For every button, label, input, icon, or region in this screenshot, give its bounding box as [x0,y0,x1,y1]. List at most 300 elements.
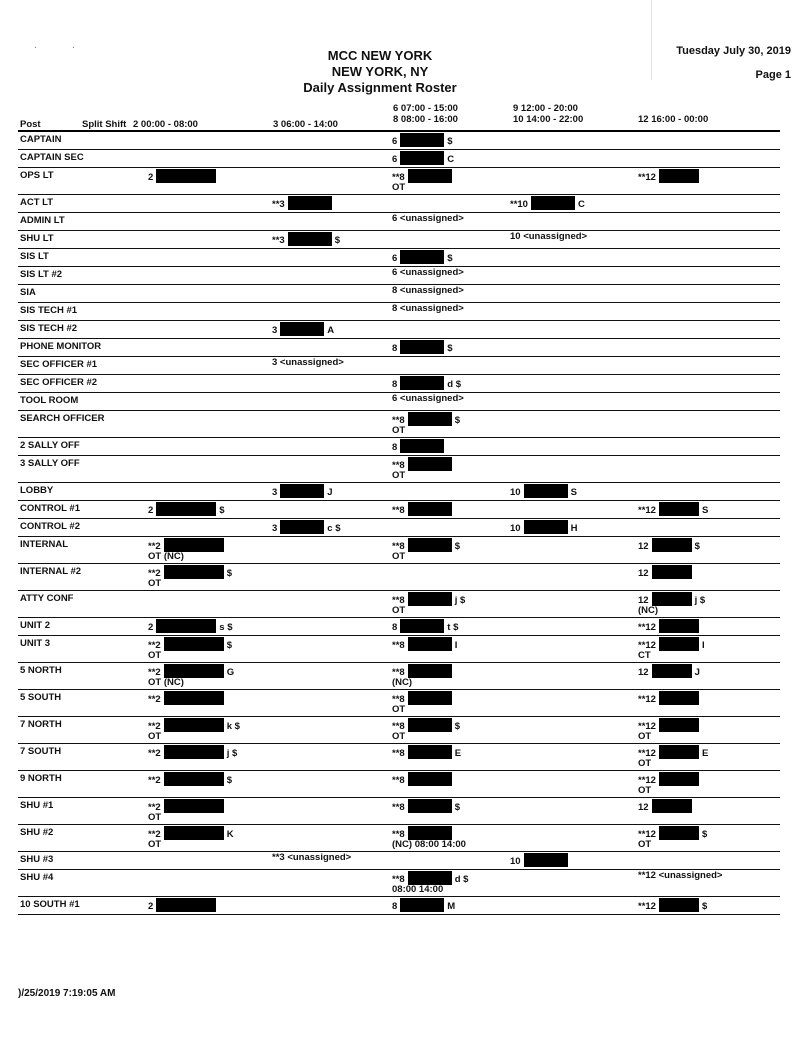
post-name: 5 NORTH [20,665,62,676]
redaction-bar [280,520,324,534]
post-name: SEC OFFICER #1 [20,359,98,370]
shift-code: **12 [638,829,656,840]
shift-code: **8 [392,748,405,759]
assignment-cell [638,637,705,661]
roster-row [18,519,780,537]
assignment-cell [272,853,351,863]
shift-code: **8 [392,415,405,426]
assignment-cell [638,565,695,579]
roster-row [18,339,780,357]
assignment-cell [638,745,708,769]
assignment-cell [392,637,457,651]
redaction-bar [659,691,699,705]
col-shift-9: 9 12:00 - 20:00 [513,103,578,114]
assignment-note: OT [392,182,406,193]
assignment-cell [392,619,458,633]
roster-row [18,132,780,150]
post-name: 2 SALLY OFF [20,440,80,451]
redaction-bar [400,619,444,633]
redaction-bar [400,340,444,354]
redaction-bar [408,637,452,651]
assignment-cell [392,394,464,404]
assignment-cell [148,799,227,823]
assignment-cell [392,250,453,264]
assignment-cell [392,268,464,278]
shift-code: **12 [638,775,656,786]
post-name: ATTY CONF [20,593,74,604]
shift-code: 10 [510,856,521,867]
redaction-bar [400,151,444,165]
assignment-note: CT [638,650,651,661]
redaction-bar [652,592,692,606]
shift-code: **2 [148,802,161,813]
col-shift-8: 8 08:00 - 16:00 [393,114,458,125]
post-name: SEARCH OFFICER [20,413,105,424]
scan-mark: . [34,40,37,51]
shift-code: **10 [510,199,528,210]
assignment-cell [510,196,585,210]
redaction-bar [659,169,699,183]
assignment-cell [392,799,460,813]
post-name: SIS TECH #1 [20,305,78,316]
roster-row [18,825,780,852]
post-name: INTERNAL [20,539,69,550]
shift-code: 8 <unassigned> [392,285,464,296]
assignment-flag: J [694,667,700,678]
assignment-cell [392,772,455,786]
assignment-note: OT [148,839,162,850]
redaction-bar [408,871,452,885]
redaction-bar [524,853,568,867]
assignment-note: OT [638,839,652,850]
assignment-cell [638,826,707,850]
assignment-cell [638,718,702,742]
assignment-note: OT [392,470,406,481]
shift-code: **12 [638,172,656,183]
assignment-flag: t $ [447,622,459,633]
shift-code: **8 [392,775,405,786]
assignment-cell [392,286,464,296]
shift-code: **12 <unassigned> [638,870,723,881]
post-name: 10 SOUTH #1 [20,899,80,910]
redaction-bar [400,376,444,390]
assignment-cell [392,412,460,436]
shift-code: 6 <unassigned> [392,267,464,278]
assignment-flag: G [226,667,235,678]
assignment-cell [392,502,455,516]
scan-mark: . [72,40,75,51]
shift-code: 10 [510,487,521,498]
shift-code: 8 [392,901,398,912]
assignment-cell [392,457,455,481]
shift-code: 6 [392,253,398,264]
assignment-flag: $ [334,235,340,246]
shift-code: **8 [392,829,405,840]
shift-code: **8 [392,667,405,678]
post-name: UNIT 2 [20,620,51,631]
shift-code: **8 [392,541,405,552]
column-headers [20,104,780,130]
shift-code: **12 [638,721,656,732]
assignment-flag: $ [447,136,453,147]
shift-code: **2 [148,775,161,786]
shift-code: 3 [272,487,278,498]
assignment-cell [392,169,455,193]
shift-code: 6 [392,136,398,147]
assignment-note: OT [392,551,406,562]
shift-code: **8 [392,802,405,813]
col-shift-10: 10 14:00 - 22:00 [513,114,584,125]
assignment-cell [148,619,233,633]
col-shift-2: 2 00:00 - 08:00 [133,119,198,130]
post-name: CONTROL #1 [20,503,81,514]
redaction-bar [659,745,699,759]
assignment-flag: $ [219,505,225,516]
redaction-bar [652,799,692,813]
shift-code: 10 [510,523,521,534]
assignment-cell [638,691,702,705]
post-name: TOOL ROOM [20,395,79,406]
assignment-cell [638,898,707,912]
assignment-flag: I [454,640,458,651]
assignment-cell [392,133,453,147]
redaction-bar [164,799,224,813]
assignment-cell [148,565,232,589]
assignment-cell [638,502,708,516]
shift-code: **12 [638,748,656,759]
assignment-note: (NC) [392,677,413,688]
redaction-bar [156,169,216,183]
assignment-cell [510,853,571,867]
roster-row [18,717,780,744]
redaction-bar [659,826,699,840]
assignment-flag: $ [454,721,460,732]
redaction-bar [408,457,452,471]
shift-code: **3 [272,235,285,246]
assignment-flag: $ [226,568,232,579]
post-name: SIA [20,287,36,298]
redaction-bar [524,484,568,498]
roster-row [18,591,780,618]
roster-row [18,564,780,591]
shift-code: **12 [638,901,656,912]
assignment-note: OT [638,758,652,769]
roster-row [18,411,780,438]
assignment-note: OT [638,731,652,742]
shift-code: 3 [272,523,278,534]
post-name: INTERNAL #2 [20,566,82,577]
post-name: 3 SALLY OFF [20,458,80,469]
shift-code: **8 [392,640,405,651]
org-location: NEW YORK, NY [331,64,429,79]
redaction-bar [156,619,216,633]
col-split-shift: Split Shift [82,119,127,130]
redaction-bar [164,691,224,705]
print-timestamp: )/25/2019 7:19:05 AM [18,988,116,999]
post-name: ACT LT [20,197,54,208]
assignment-flag: $ [454,541,460,552]
assignment-note: OT [148,731,162,742]
post-name: SHU #2 [20,827,54,838]
assignment-flag: S [570,487,577,498]
assignment-flag: c $ [327,523,341,534]
roster-row [18,438,780,456]
post-name: OPS LT [20,170,54,181]
redaction-bar [408,412,452,426]
date-block [676,44,791,82]
shift-code: 8 [392,622,398,633]
assignment-cell [272,484,333,498]
col-post: Post [20,119,41,130]
assignment-flag: j $ [226,748,238,759]
roster-row [18,249,780,267]
assignment-note: OT [148,578,162,589]
assignment-cell [638,592,705,616]
assignment-cell [148,502,225,516]
roster-table [18,132,780,915]
assignment-cell [392,304,464,314]
assignment-cell [638,538,700,552]
assignment-cell [272,196,335,210]
roster-row [18,537,780,564]
assignment-note: OT [392,731,406,742]
roster-row [18,870,780,897]
redaction-bar [652,538,692,552]
roster-row [18,375,780,393]
shift-code: 12 [638,568,649,579]
post-name: ADMIN LT [20,215,65,226]
shift-code: **12 [638,640,656,651]
assignment-flag: $ [454,802,460,813]
redaction-bar [164,637,224,651]
roster-row [18,303,780,321]
assignment-cell [392,376,461,390]
shift-code: 2 [148,901,154,912]
redaction-bar [288,232,332,246]
redaction-bar [524,520,568,534]
roster-row [18,897,780,915]
roster-row [18,195,780,213]
shift-code: **8 [392,874,405,885]
assignment-cell [638,169,702,183]
redaction-bar [531,196,575,210]
assignment-flag: s $ [219,622,233,633]
assignment-cell [638,619,702,633]
redaction-bar [164,538,224,552]
post-name: SIS TECH #2 [20,323,78,334]
shift-code: 3 <unassigned> [272,357,344,368]
assignment-cell [510,484,577,498]
assignment-note: (NC) [638,605,659,616]
post-name: SIS LT #2 [20,269,63,280]
post-name: SEC OFFICER #2 [20,377,98,388]
redaction-bar [408,664,452,678]
assignment-flag: H [570,523,578,534]
assignment-flag: I [701,640,705,651]
assignment-cell [148,664,234,688]
assignment-flag: M [447,901,456,912]
redaction-bar [659,772,699,786]
post-name: PHONE MONITOR [20,341,102,352]
roster-row [18,213,780,231]
redaction-bar [156,502,216,516]
redaction-bar [400,439,444,453]
redaction-bar [156,898,216,912]
roster-row [18,285,780,303]
redaction-bar [400,133,444,147]
post-name: SHU #1 [20,800,54,811]
redaction-bar [659,718,699,732]
shift-code: 8 [392,379,398,390]
shift-code: 10 <unassigned> [510,231,588,242]
assignment-note: OT [392,704,406,715]
roster-row [18,852,780,870]
assignment-cell [510,520,577,534]
document-title: Daily Assignment Roster [303,80,457,95]
shift-code: 2 [148,172,154,183]
assignment-cell [148,718,240,742]
assignment-cell [148,538,227,562]
redaction-bar [659,898,699,912]
assignment-cell [510,232,587,242]
shift-code: **2 [148,541,161,552]
assignment-cell [392,691,455,715]
assignment-cell [392,538,460,562]
col-shift-12: 12 16:00 - 00:00 [638,114,709,125]
redaction-bar [164,826,224,840]
redaction-bar [659,502,699,516]
roster-row [18,771,780,798]
assignment-cell [392,340,453,354]
shift-code: 6 <unassigned> [392,393,464,404]
shift-code: 12 [638,667,649,678]
assignment-note: OT [638,785,652,796]
assignment-flag: S [701,505,709,516]
assignment-cell [392,151,454,165]
redaction-bar [400,898,444,912]
shift-code: 3 [272,325,278,336]
shift-code: **2 [148,829,161,840]
assignment-note: 08:00 14:00 [392,884,444,895]
roster-row [18,483,780,501]
post-name: 5 SOUTH [20,692,62,703]
redaction-bar [164,745,224,759]
roster-row [18,663,780,690]
shift-code: **8 [392,721,405,732]
roster-row [18,636,780,663]
assignment-cell [638,772,702,796]
assignment-cell [392,826,466,850]
redaction-bar [659,619,699,633]
post-name: SHU LT [20,233,54,244]
redaction-bar [408,826,452,840]
assignment-flag: A [327,325,335,336]
org-name: MCC NEW YORK [327,48,433,63]
assignment-cell [392,664,455,688]
redaction-bar [408,691,452,705]
shift-code: **12 [638,694,656,705]
redaction-bar [164,565,224,579]
assignment-flag: j $ [694,595,706,606]
shift-code: **2 [148,568,161,579]
assignment-flag: $ [701,901,708,912]
redaction-bar [164,772,224,786]
assignment-flag: $ [226,775,232,786]
shift-code: **8 [392,694,405,705]
roster-row [18,231,780,249]
roster-row [18,618,780,636]
assignment-cell [272,232,340,246]
shift-code: **8 [392,505,405,516]
assignment-cell [392,592,465,616]
shift-code: 8 <unassigned> [392,303,464,314]
shift-code: **2 [148,721,161,732]
assignment-cell [272,322,334,336]
assignment-flag: $ [694,541,700,552]
shift-code: **2 [148,694,161,705]
shift-code: 8 [392,442,398,453]
roster-row [18,393,780,411]
redaction-bar [288,196,332,210]
assignment-cell [148,169,219,183]
assignment-note: OT [148,650,162,661]
col-shift-6: 6 07:00 - 15:00 [393,103,458,114]
post-name: UNIT 3 [20,638,51,649]
col-shift-3: 3 06:00 - 14:00 [273,119,338,130]
document-header [250,48,510,96]
post-name: CAPTAIN SEC [20,152,84,163]
roster-row [18,150,780,168]
assignment-cell [148,826,234,850]
shift-code: **8 [392,460,405,471]
assignment-cell [148,745,237,759]
post-name: LOBBY [20,485,54,496]
redaction-bar [164,664,224,678]
assignment-cell [638,871,722,881]
shift-code: **8 [392,595,405,606]
assignment-cell [638,799,695,813]
redaction-bar [408,169,452,183]
assignment-note: OT [148,812,162,823]
roster-row [18,744,780,771]
post-name: 7 NORTH [20,719,62,730]
assignment-cell [392,745,461,759]
assignment-cell [272,520,341,534]
assignment-flag: d $ [454,874,469,885]
assignment-cell [392,718,460,742]
redaction-bar [400,250,444,264]
redaction-bar [652,664,692,678]
redaction-bar [408,718,452,732]
redaction-bar [408,745,452,759]
post-name: CONTROL #2 [20,521,81,532]
assignment-cell [392,898,455,912]
page-number: Page 1 [755,69,791,81]
redaction-bar [652,565,692,579]
roster-row [18,690,780,717]
shift-code: **2 [148,667,161,678]
assignment-note: OT [392,425,406,436]
assignment-cell [148,691,227,705]
shift-code: 8 [392,343,398,354]
assignment-flag: d $ [447,379,462,390]
redaction-bar [408,502,452,516]
shift-code: 12 [638,595,649,606]
assignment-flag: j $ [454,595,466,606]
post-name: 7 SOUTH [20,746,62,757]
shift-code: **2 [148,640,161,651]
shift-code: **2 [148,748,161,759]
